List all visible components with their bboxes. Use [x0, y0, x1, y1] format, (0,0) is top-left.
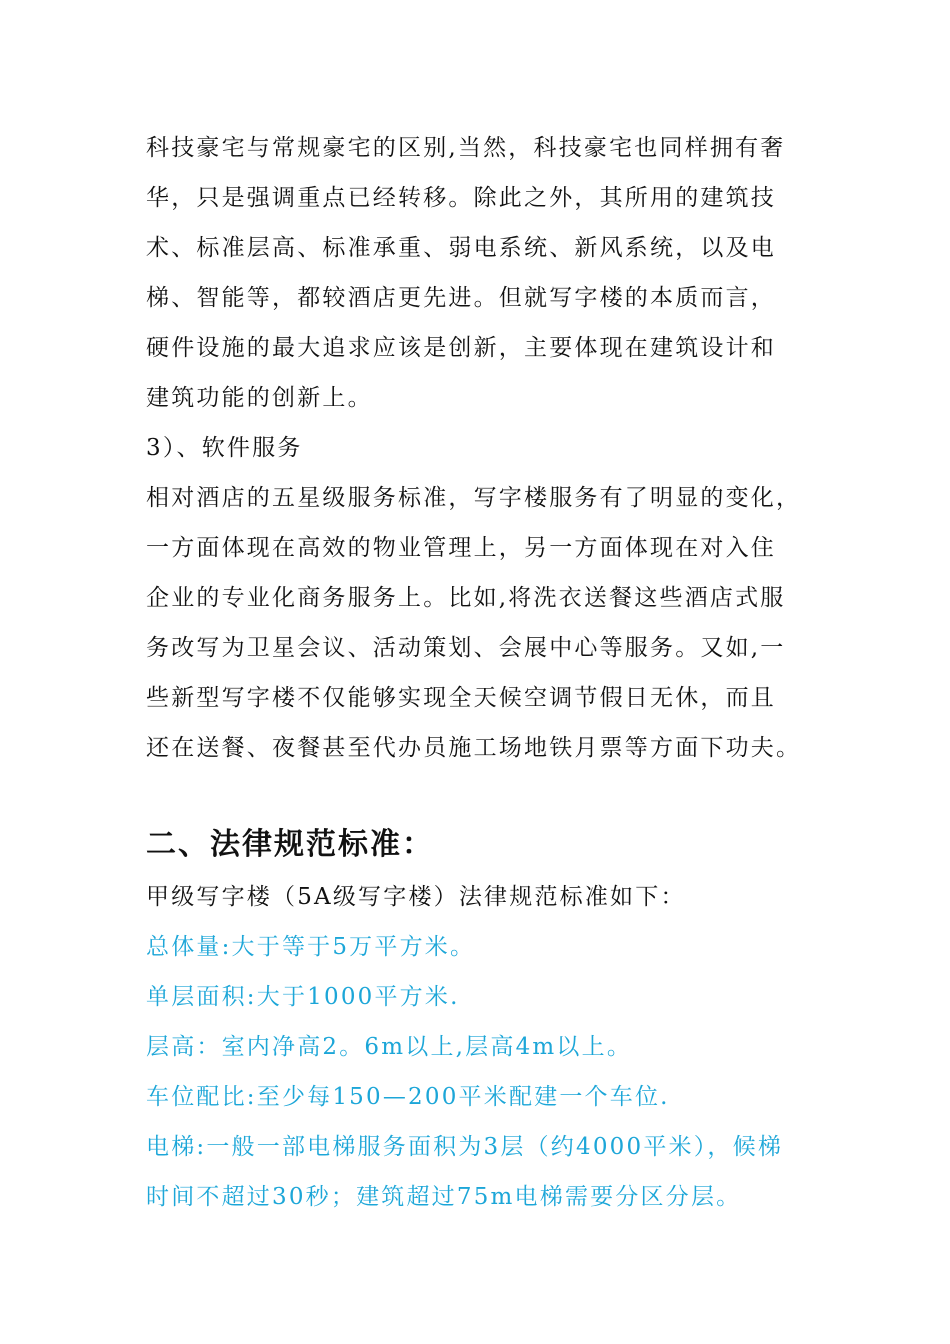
- intro-line: 建筑功能的创新上。: [146, 385, 373, 411]
- spec-list: [146, 872, 816, 1222]
- intro-line: 企业的专业化商务服务上。比如,将洗衣送餐这些酒店式服: [146, 585, 786, 611]
- spec-item: 总体量:大于等于5万平方米。: [146, 934, 476, 960]
- intro-line: 硬件设施的最大追求应该是创新，主要体现在建筑设计和: [146, 335, 776, 361]
- intro-line: 相对酒店的五星级服务标准，写字楼服务有了明显的变化，: [146, 485, 802, 511]
- section-heading: 二、法律规范标准：: [146, 827, 434, 862]
- intro-line: 术、标准层高、标准承重、弱电系统、新风系统，以及电: [146, 235, 776, 261]
- intro-line: 一方面体现在高效的物业管理上，另一方面体现在对入住: [146, 535, 776, 561]
- intro-line: 科技豪宅与常规豪宅的区别,当然，科技豪宅也同样拥有奢: [146, 135, 786, 161]
- intro-line: 务改写为卫星会议、活动策划、会展中心等服务。又如,一: [146, 635, 786, 661]
- spec-intro: 甲级写字楼（5A级写字楼）法律规范标准如下：: [146, 884, 686, 910]
- intro-paragraphs: [146, 123, 816, 773]
- subsection-title: 3）、软件服务: [146, 435, 303, 461]
- spec-item: 时间不超过30秒；建筑超过75m电梯需要分区分层。: [146, 1184, 742, 1210]
- intro-line: 还在送餐、夜餐甚至代办员施工场地铁月票等方面下功夫。: [146, 735, 802, 761]
- spec-item: 车位配比:至少每150—200平米配建一个车位.: [146, 1084, 670, 1110]
- spec-item: 电梯:一般一部电梯服务面积为3层（约4000平米），候梯: [146, 1134, 784, 1160]
- intro-line: 梯、智能等，都较酒店更先进。但就写字楼的本质而言，: [146, 285, 776, 311]
- spec-item: 单层面积:大于1000平方米.: [146, 984, 460, 1010]
- intro-line: 华，只是强调重点已经转移。除此之外，其所用的建筑技: [146, 185, 776, 211]
- intro-line: 些新型写字楼不仅能够实现全天候空调节假日无休，而且: [146, 685, 776, 711]
- spec-item: 层高：室内净高2。6m以上,层高4m以上。: [146, 1034, 633, 1060]
